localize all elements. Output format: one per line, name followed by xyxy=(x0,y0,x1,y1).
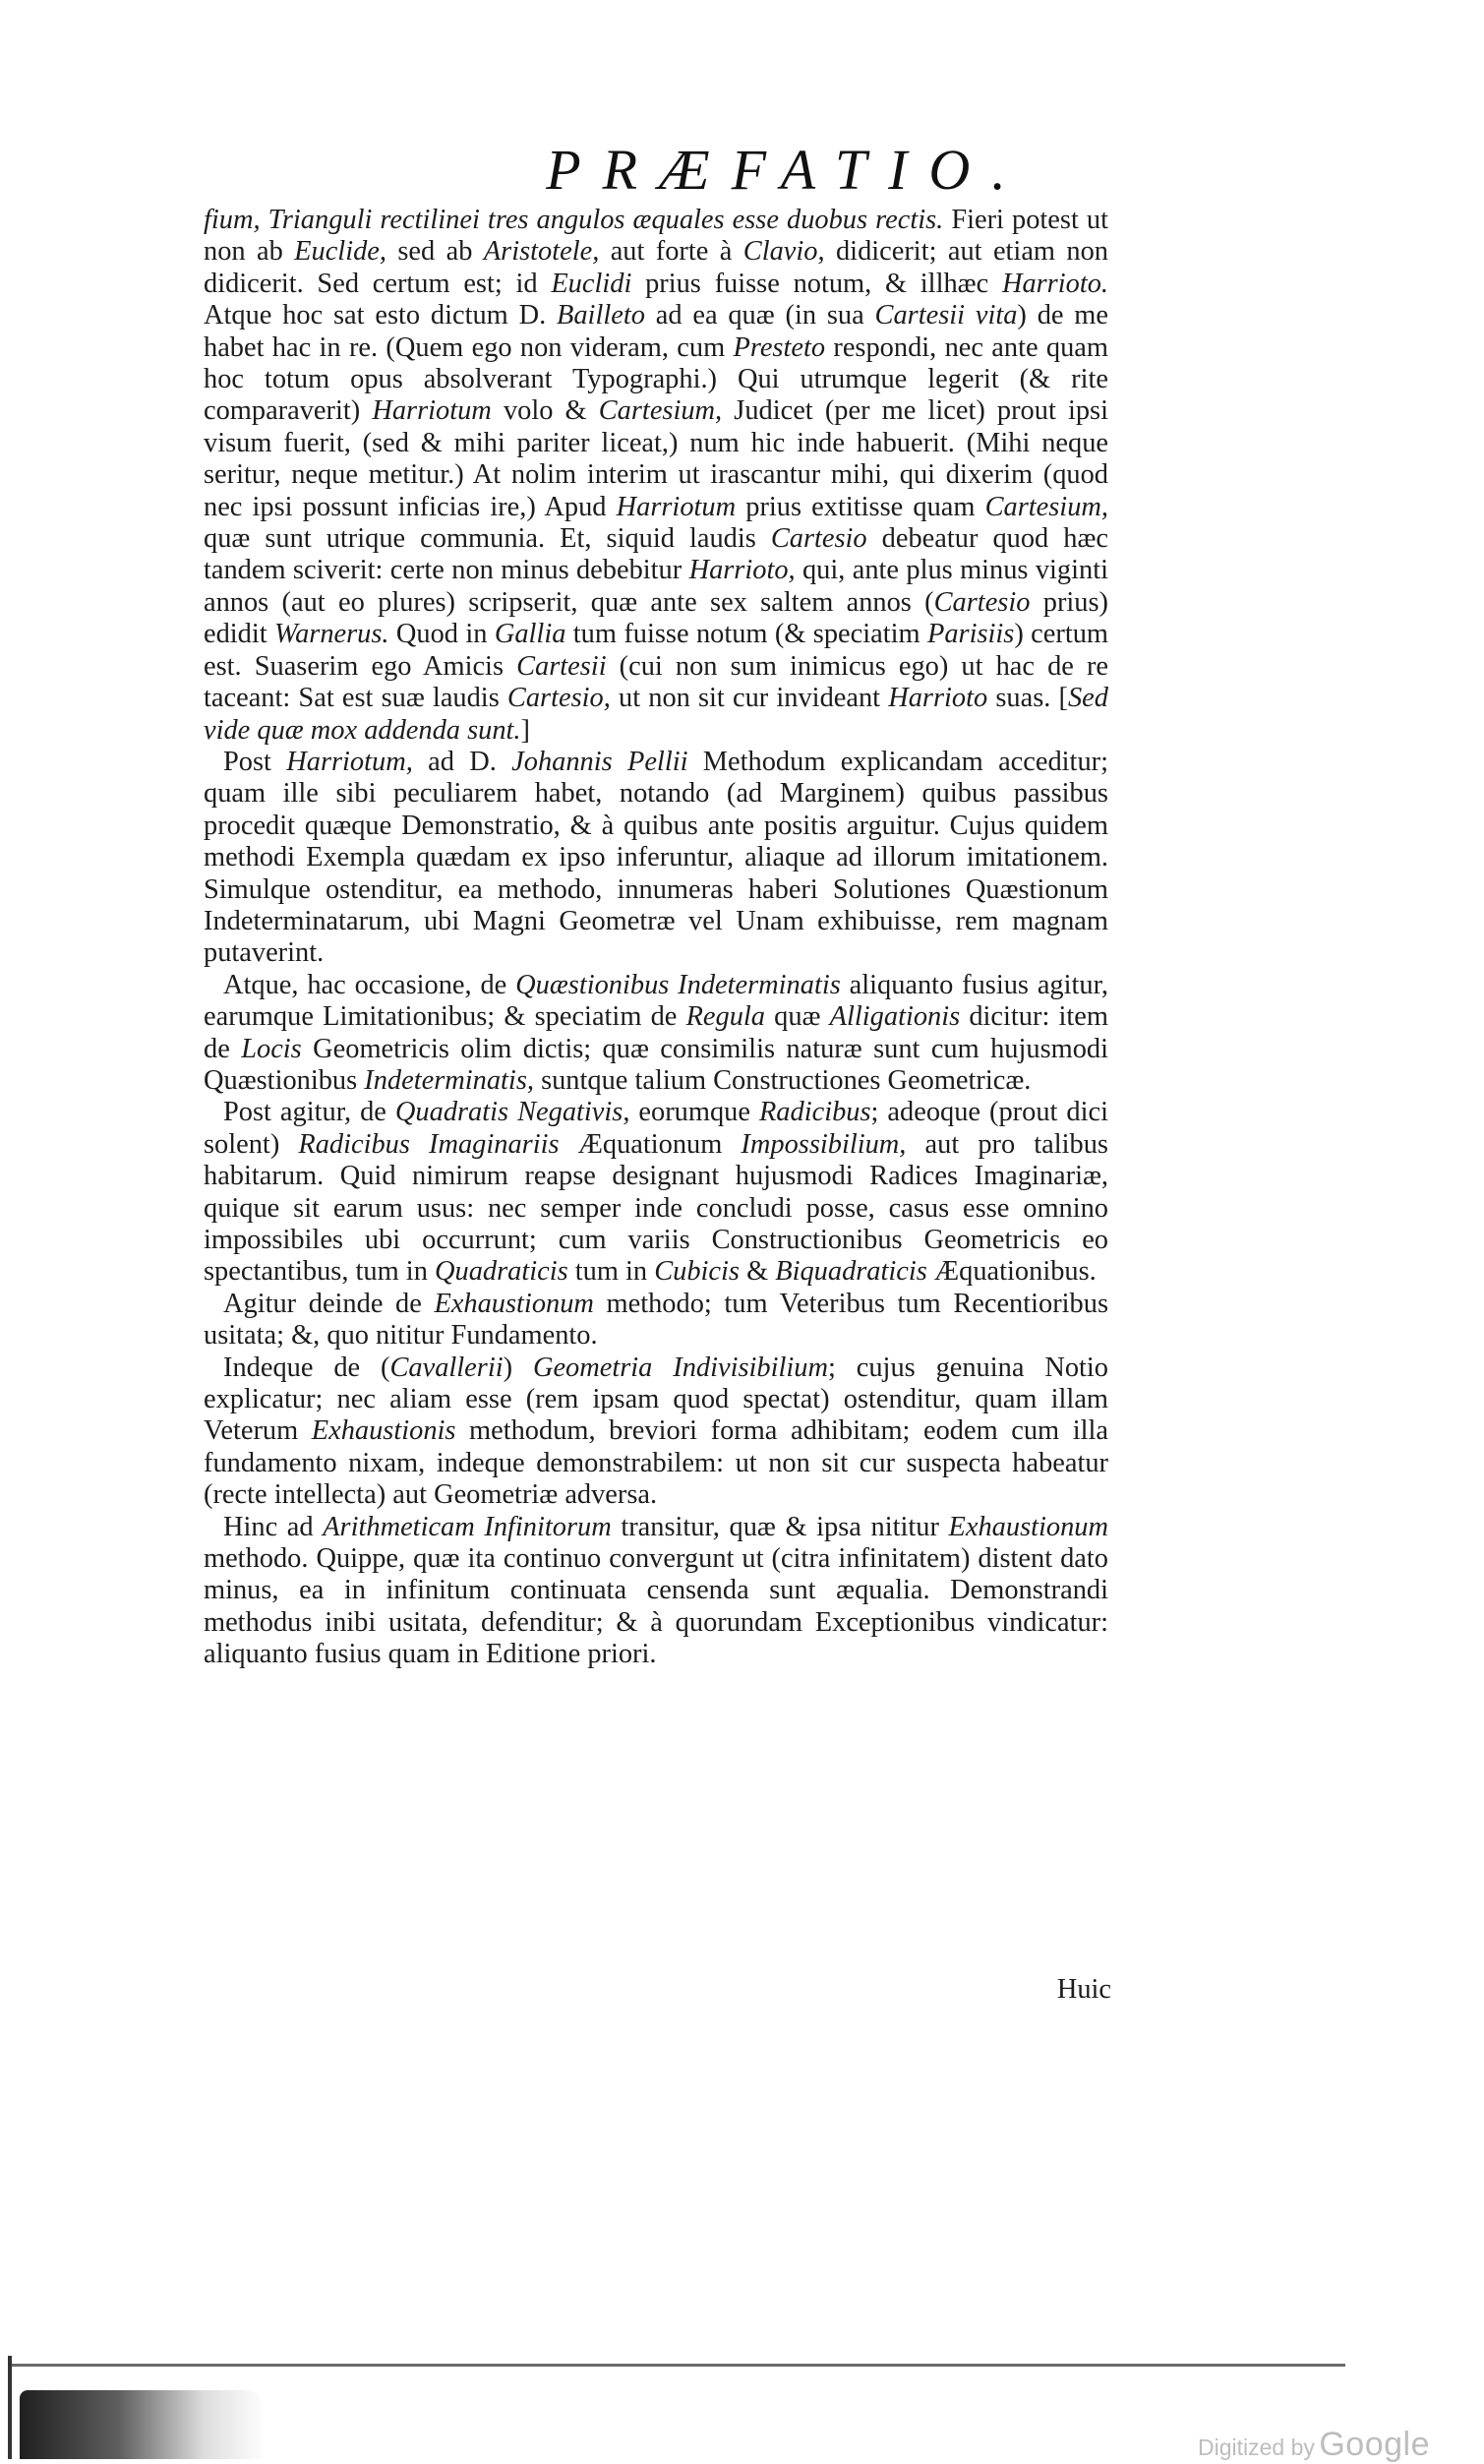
italic-run: Cartesio, xyxy=(506,683,611,714)
text-run: qui, ante plus minus viginti annos (aut eo plures) scripserit, quæ ante sex saltem annos ( xyxy=(204,555,1108,618)
text-run: , eorumque xyxy=(623,1097,759,1128)
italic-run: fium, Trianguli rectilinei tres angulos æquales esse duobus rectis. xyxy=(204,205,944,235)
italic-run: Sed vide quæ mox addenda sunt. xyxy=(204,683,1108,746)
italic-run: Presteto xyxy=(733,331,826,363)
text-run: & xyxy=(739,1256,776,1288)
text-run: ] xyxy=(520,714,530,746)
italic-run: Quadraticis xyxy=(435,1256,568,1288)
italic-run: Exhaustionum xyxy=(948,1511,1108,1542)
italic-run: Harrioto xyxy=(888,683,988,714)
italic-run: Harriotum, xyxy=(286,746,413,777)
text-run: tum in xyxy=(567,1256,655,1288)
italic-run: Euclide, xyxy=(294,236,386,268)
paragraph xyxy=(204,970,1108,1098)
italic-run: Bailleto xyxy=(557,300,645,331)
text-run: Methodum explicandam acceditur; quam ille sibi peculiarem habet, notando (ad Marginem) quibus passibus procedit quæque Demonstratio, & à quibus ante positis arguitur. Cujus quidem methodi Exempla quædam ex ipso inferuntur, aliaque ad illorum imitationem. Simulque ostenditur, ea methodo, innumeras haberi Solutiones Quæstionum Indeterminatarum, ubi Magni Geometræ vel Unam exhibuisse, rem magnam putaverint. xyxy=(204,746,1108,969)
page-title: PRÆFATIO. xyxy=(546,138,1028,202)
text-run: Æquationum xyxy=(559,1128,742,1160)
italic-run: Quæstionibus Indeterminatis xyxy=(515,969,841,1000)
italic-run: Harrioto. xyxy=(1001,268,1108,299)
paragraph xyxy=(204,1097,1108,1288)
text-run: methodo. Quippe, quæ ita continuo convergunt ut (citra infinitatem) distent dato minus, ea in infinitum continuata censenda sunt æqualia. Demonstrandi methodus inibi usitata, defenditur; & à quorundam Exceptionibus vindicatur: aliquanto fusius quam in Editione priori. xyxy=(204,1543,1108,1670)
italic-run: Harriotum xyxy=(372,395,492,427)
italic-run: Geometria Indivisibilium xyxy=(532,1352,828,1383)
text-run: aut pro talibus habitarum. Quid nimirum reapse designant hujusmodi Radices Imaginariæ, quique sit earum usus: nec semper inde concludi posse, casus esse omnino impossibiles ubi occurrunt; cum variis Constructionibus Geometricis eo spectantibus, tum in xyxy=(204,1128,1108,1288)
text-run: suntque talium Constructiones Geometricæ. xyxy=(533,1064,1032,1096)
text-run: quæ sunt utrique communia. Et, siquid laudis xyxy=(204,523,771,555)
italic-run: Clavio, xyxy=(742,236,825,268)
italic-run: Parisiis xyxy=(926,619,1015,650)
text-run: (cui non sum inimicus ego) ut hac de re taceant: Sat est suæ laudis xyxy=(204,650,1109,714)
watermark-prefix: Digitized by xyxy=(1198,2434,1315,2460)
italic-run: Cubicis xyxy=(654,1256,740,1288)
body-text xyxy=(204,205,1108,1671)
text-run: quæ xyxy=(764,1001,830,1033)
italic-run: Indeterminatis, xyxy=(364,1064,534,1096)
catchword: Huic xyxy=(1056,1974,1111,2005)
text-run: ad ea quæ (in sua xyxy=(644,300,875,331)
page-edge-left xyxy=(8,2356,12,2459)
text-run: ad D. xyxy=(412,746,512,777)
text-run: Geometricis olim dictis; quæ consimilis naturæ sunt cum hujusmodi Quæstionibus xyxy=(204,1033,1108,1096)
italic-run: Cartesii xyxy=(516,650,607,682)
italic-run: Warnerus. xyxy=(274,619,389,650)
text-run: aliquanto fusius agitur, earumque Limitationibus; & speciatim de xyxy=(204,969,1108,1033)
text-run: didicerit; aut etiam non didicerit. Sed certum est; id xyxy=(204,236,1108,299)
italic-run: Locis xyxy=(241,1033,302,1064)
italic-run: Harriotum xyxy=(616,491,737,522)
italic-run: Arithmeticam Infinitorum xyxy=(323,1511,612,1542)
page-edge-line xyxy=(8,2364,1345,2367)
text-run: prius extitisse quam xyxy=(736,491,985,522)
text-run: Judicet (per me licet) prout ipsi visum fuerit, (sed & mihi pariter liceat,) num hic inde habuerit. (Mihi neque seritur, neque metitur.) At nolim interim ut irascantur mihi, qui dixerim (quod nec ipsi possunt inficias ire,) Apud xyxy=(204,395,1108,522)
text-run: ; cujus genuina Notio explicatur; nec aliam esse (rem ipsam quod spectat) ostenditur, quam illam Veterum xyxy=(204,1352,1108,1447)
text-run: ) xyxy=(503,1352,533,1383)
italic-run: Gallia xyxy=(494,619,566,650)
text-run: methodo; tum Veteribus tum Recentioribus usitata; &, quo nititur Fundamento. xyxy=(204,1288,1109,1352)
italic-run: Euclidi xyxy=(551,268,632,299)
paragraph xyxy=(204,205,1108,747)
italic-run: Impossibilium, xyxy=(741,1128,907,1160)
text-run: Æquationibus. xyxy=(926,1256,1097,1288)
italic-run: Cavallerii xyxy=(389,1352,504,1383)
text-run: Indeque de ( xyxy=(223,1352,390,1383)
italic-run: Radicibus xyxy=(758,1097,871,1128)
paragraph xyxy=(204,747,1108,970)
text-run: respondi, nec ante quam hoc totum opus absolverant Typographi.) Qui utrumque legerit (& rite comparaverit) xyxy=(204,331,1108,427)
text-run: ) certum est. Suaserim ego Amicis xyxy=(204,619,1108,682)
text-run: prius) edidit xyxy=(204,586,1108,650)
italic-run: Regula xyxy=(685,1001,765,1033)
text-run: methodum, breviori forma adhibitam; eodem cum illa fundamento nixam, indeque demonstrabilem: ut non sit cur suspecta habeatur (recte intellecta) aut Geometriæ adversa. xyxy=(204,1415,1108,1511)
text-run: ut non sit cur invideant xyxy=(610,683,889,714)
text-run: Post agitur, de xyxy=(223,1097,395,1128)
italic-run: Cartesii vita xyxy=(874,300,1018,331)
text-run: aut forte à xyxy=(599,236,743,268)
italic-run: Exhaustionis xyxy=(311,1415,456,1447)
text-run: transitur, quæ & ipsa nititur xyxy=(611,1511,949,1542)
italic-run: Aristotele, xyxy=(483,236,600,268)
italic-run: Harrioto, xyxy=(688,555,796,586)
italic-run: Biquadraticis xyxy=(775,1256,927,1288)
italic-run: Cartesium, xyxy=(598,395,723,427)
italic-run: Johannis Pellii xyxy=(511,746,688,777)
text-run: dicitur: item de xyxy=(204,1001,1108,1064)
paragraph xyxy=(204,1352,1108,1512)
text-run: prius fuisse notum, & illhæc xyxy=(631,268,1002,299)
paragraph xyxy=(204,1289,1108,1352)
italic-run: Alligationis xyxy=(829,1001,961,1033)
italic-run: Cartesio xyxy=(770,523,867,555)
google-logo: Google xyxy=(1319,2426,1430,2463)
scan-smudge xyxy=(20,2390,266,2459)
text-run: Atque hoc sat esto dictum D. xyxy=(204,300,558,331)
italic-run: Exhaustionum xyxy=(434,1288,594,1319)
italic-run: Radicibus Imaginariis xyxy=(298,1128,560,1160)
digitized-watermark xyxy=(1198,2426,1473,2464)
text-run: ) de me habet hac in re. (Quem ego non videram, cum xyxy=(204,300,1108,363)
text-run: debeatur quod hæc tandem sciverit: certe non minus debebitur xyxy=(204,523,1108,586)
italic-run: Cartesium, xyxy=(984,491,1108,522)
text-run: Fieri potest ut non ab xyxy=(204,205,1108,268)
text-run: Hinc ad xyxy=(223,1511,324,1542)
text-run: sed ab xyxy=(386,236,484,268)
text-run: suas. [ xyxy=(987,683,1068,714)
text-run: tum fuisse notum (& speciatim xyxy=(565,619,927,650)
text-run: Atque, hac occasione, de xyxy=(223,969,516,1000)
text-run: Agitur deinde de xyxy=(223,1288,435,1319)
text-run: ; adeoque (prout dici solent) xyxy=(204,1097,1108,1160)
text-run: volo & xyxy=(491,395,599,427)
text-run: Post xyxy=(223,746,287,777)
paragraph xyxy=(204,1512,1108,1671)
text-run: Quod in xyxy=(388,619,495,650)
italic-run: Cartesio xyxy=(933,586,1031,618)
italic-run: Quadratis Negativis xyxy=(394,1097,623,1128)
